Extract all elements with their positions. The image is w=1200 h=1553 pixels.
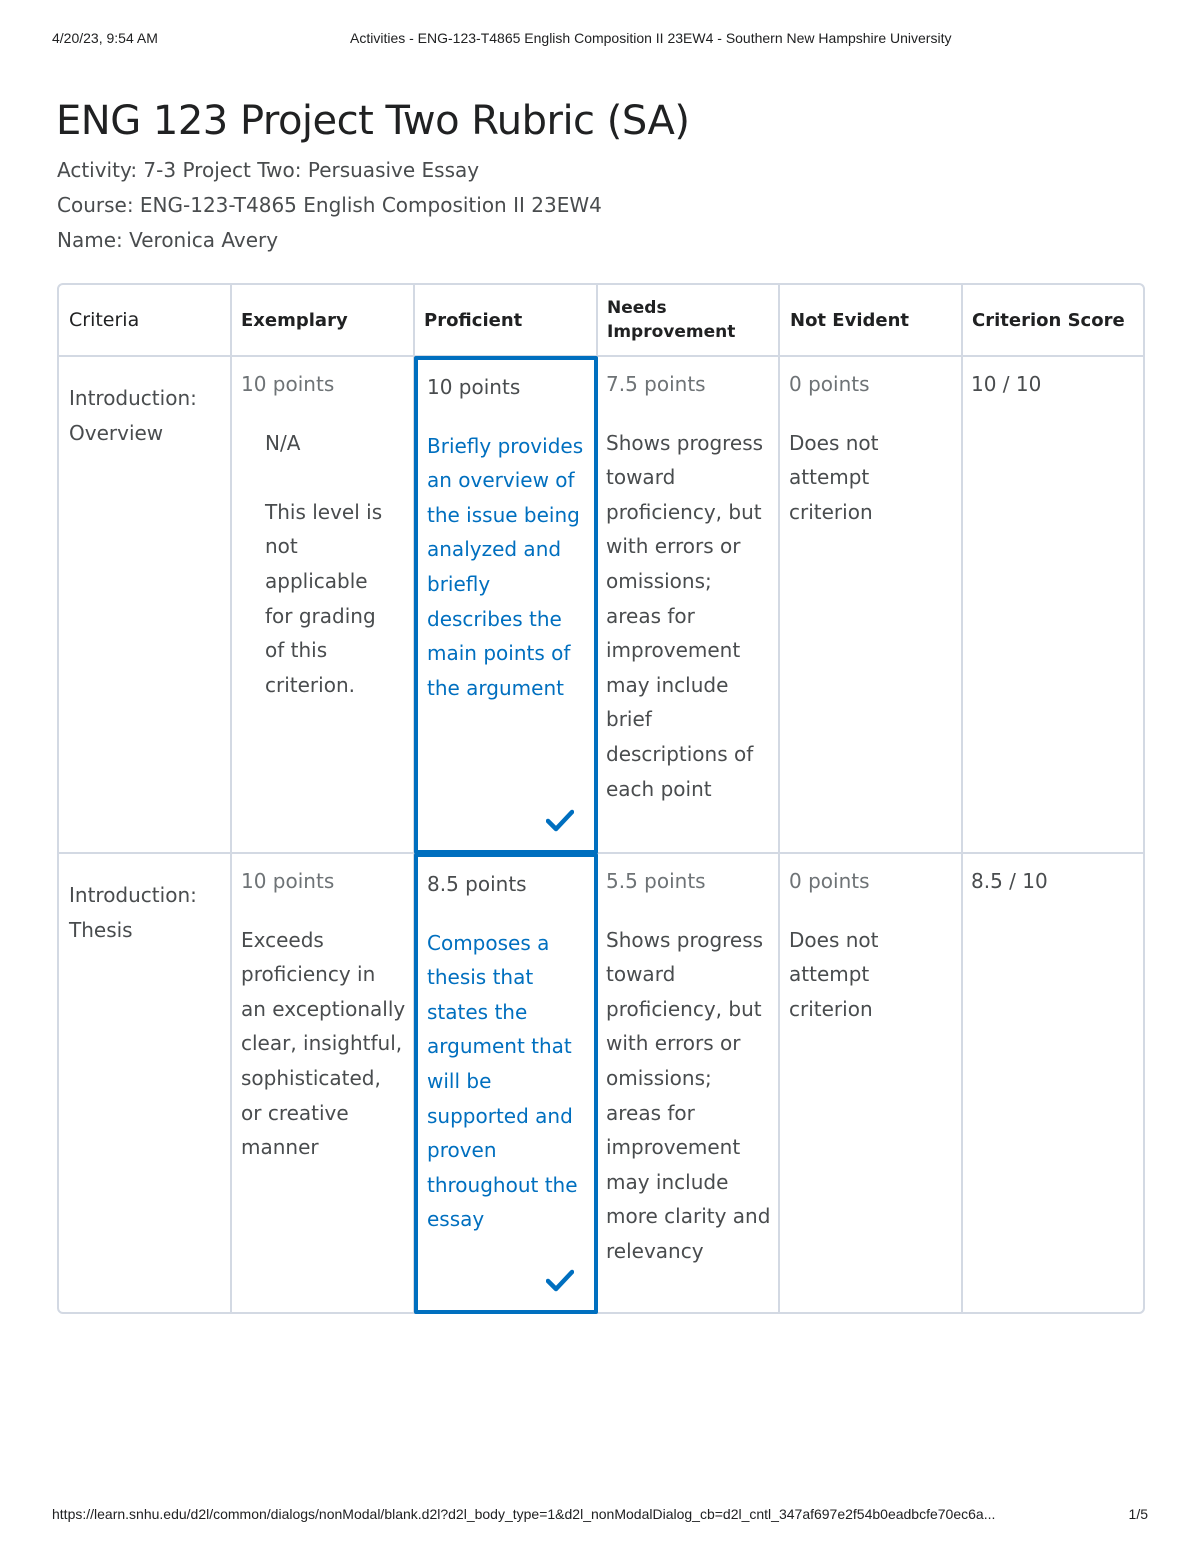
level-not-evident[interactable] (789, 367, 919, 529)
student-name: Name: Veronica Avery (57, 228, 279, 252)
activity-label: Activity: 7-3 Project Two: Persuasive Essay (57, 158, 480, 182)
checkmark-icon (546, 1268, 574, 1292)
level-proficient-selected[interactable] (414, 356, 598, 854)
points-label: 0 points (789, 869, 870, 893)
level-needs-improvement[interactable] (606, 367, 771, 806)
row-divider (59, 355, 1143, 357)
level-description: Does not attempt criterion (789, 430, 879, 524)
course-label: Course: ENG-123-T4865 English Composition II 23EW4 (57, 193, 602, 217)
level-exemplary[interactable] (241, 367, 406, 702)
column-divider (778, 285, 780, 1312)
level-description: N/A This level is not applicable for grading of this criterion. (265, 430, 383, 697)
level-not-evident[interactable] (789, 864, 919, 1026)
points-label: 5.5 points (606, 869, 706, 893)
column-divider (230, 285, 232, 1312)
criterion-score: 10 / 10 (971, 372, 1042, 396)
header-criteria: Criteria (69, 309, 140, 331)
column-divider (961, 285, 963, 1312)
criterion-name: Introduction: Overview (69, 386, 197, 445)
page-number: 1/5 (1128, 1506, 1148, 1522)
header-exemplary: Exemplary (241, 309, 348, 331)
criterion-name: Introduction: Thesis (69, 883, 197, 942)
print-document-title: Activities - ENG-123-T4865 English Composition II 23EW4 - Southern New Hampshire University (350, 30, 952, 46)
points-label: 7.5 points (606, 372, 706, 396)
level-description: Exceeds proficiency in an exceptionally clear, insightful, sophisticated, or creative manner (241, 927, 406, 1160)
level-description: Shows progress toward proficiency, but with errors or omissions; areas for improvement may include brief descriptions of each point (606, 430, 764, 801)
print-date: 4/20/23, 9:54 AM (52, 30, 158, 46)
page-title: ENG 123 Project Two Rubric (SA) (56, 98, 690, 144)
header-criterion-score: Criterion Score (972, 309, 1125, 331)
level-proficient-selected[interactable] (414, 853, 598, 1314)
criterion-score: 8.5 / 10 (971, 869, 1048, 893)
header-needs-improvement: Needs Improvement (607, 298, 736, 342)
checkmark-icon (546, 808, 574, 832)
level-description: Does not attempt criterion (789, 927, 879, 1021)
rubric-table (57, 283, 1145, 1314)
level-exemplary[interactable] (241, 864, 406, 1165)
row-divider (59, 852, 1143, 854)
header-not-evident: Not Evident (790, 309, 910, 331)
points-label: 10 points (241, 869, 335, 893)
level-description: Composes a thesis that states the argument that will be supported and proven throughout the essay (427, 930, 578, 1232)
points-label: 8.5 points (427, 872, 527, 896)
page-url: https://learn.snhu.edu/d2l/common/dialogs/nonModal/blank.d2l?d2l_body_type=1&d2l_nonModalDialog_cb=d2l_cntl_347af697e2f54b0eadbcfe70ec6a... (52, 1506, 996, 1522)
level-description: Briefly provides an overview of the issue being analyzed and briefly describes the main points of the argument (427, 433, 584, 700)
level-needs-improvement[interactable] (606, 864, 771, 1269)
points-label: 10 points (241, 372, 335, 396)
header-proficient: Proficient (424, 309, 523, 331)
points-label: 0 points (789, 372, 870, 396)
level-description: Shows progress toward proficiency, but with errors or omissions; areas for improvement may include more clarity and relevancy (606, 927, 771, 1263)
points-label: 10 points (427, 375, 521, 399)
